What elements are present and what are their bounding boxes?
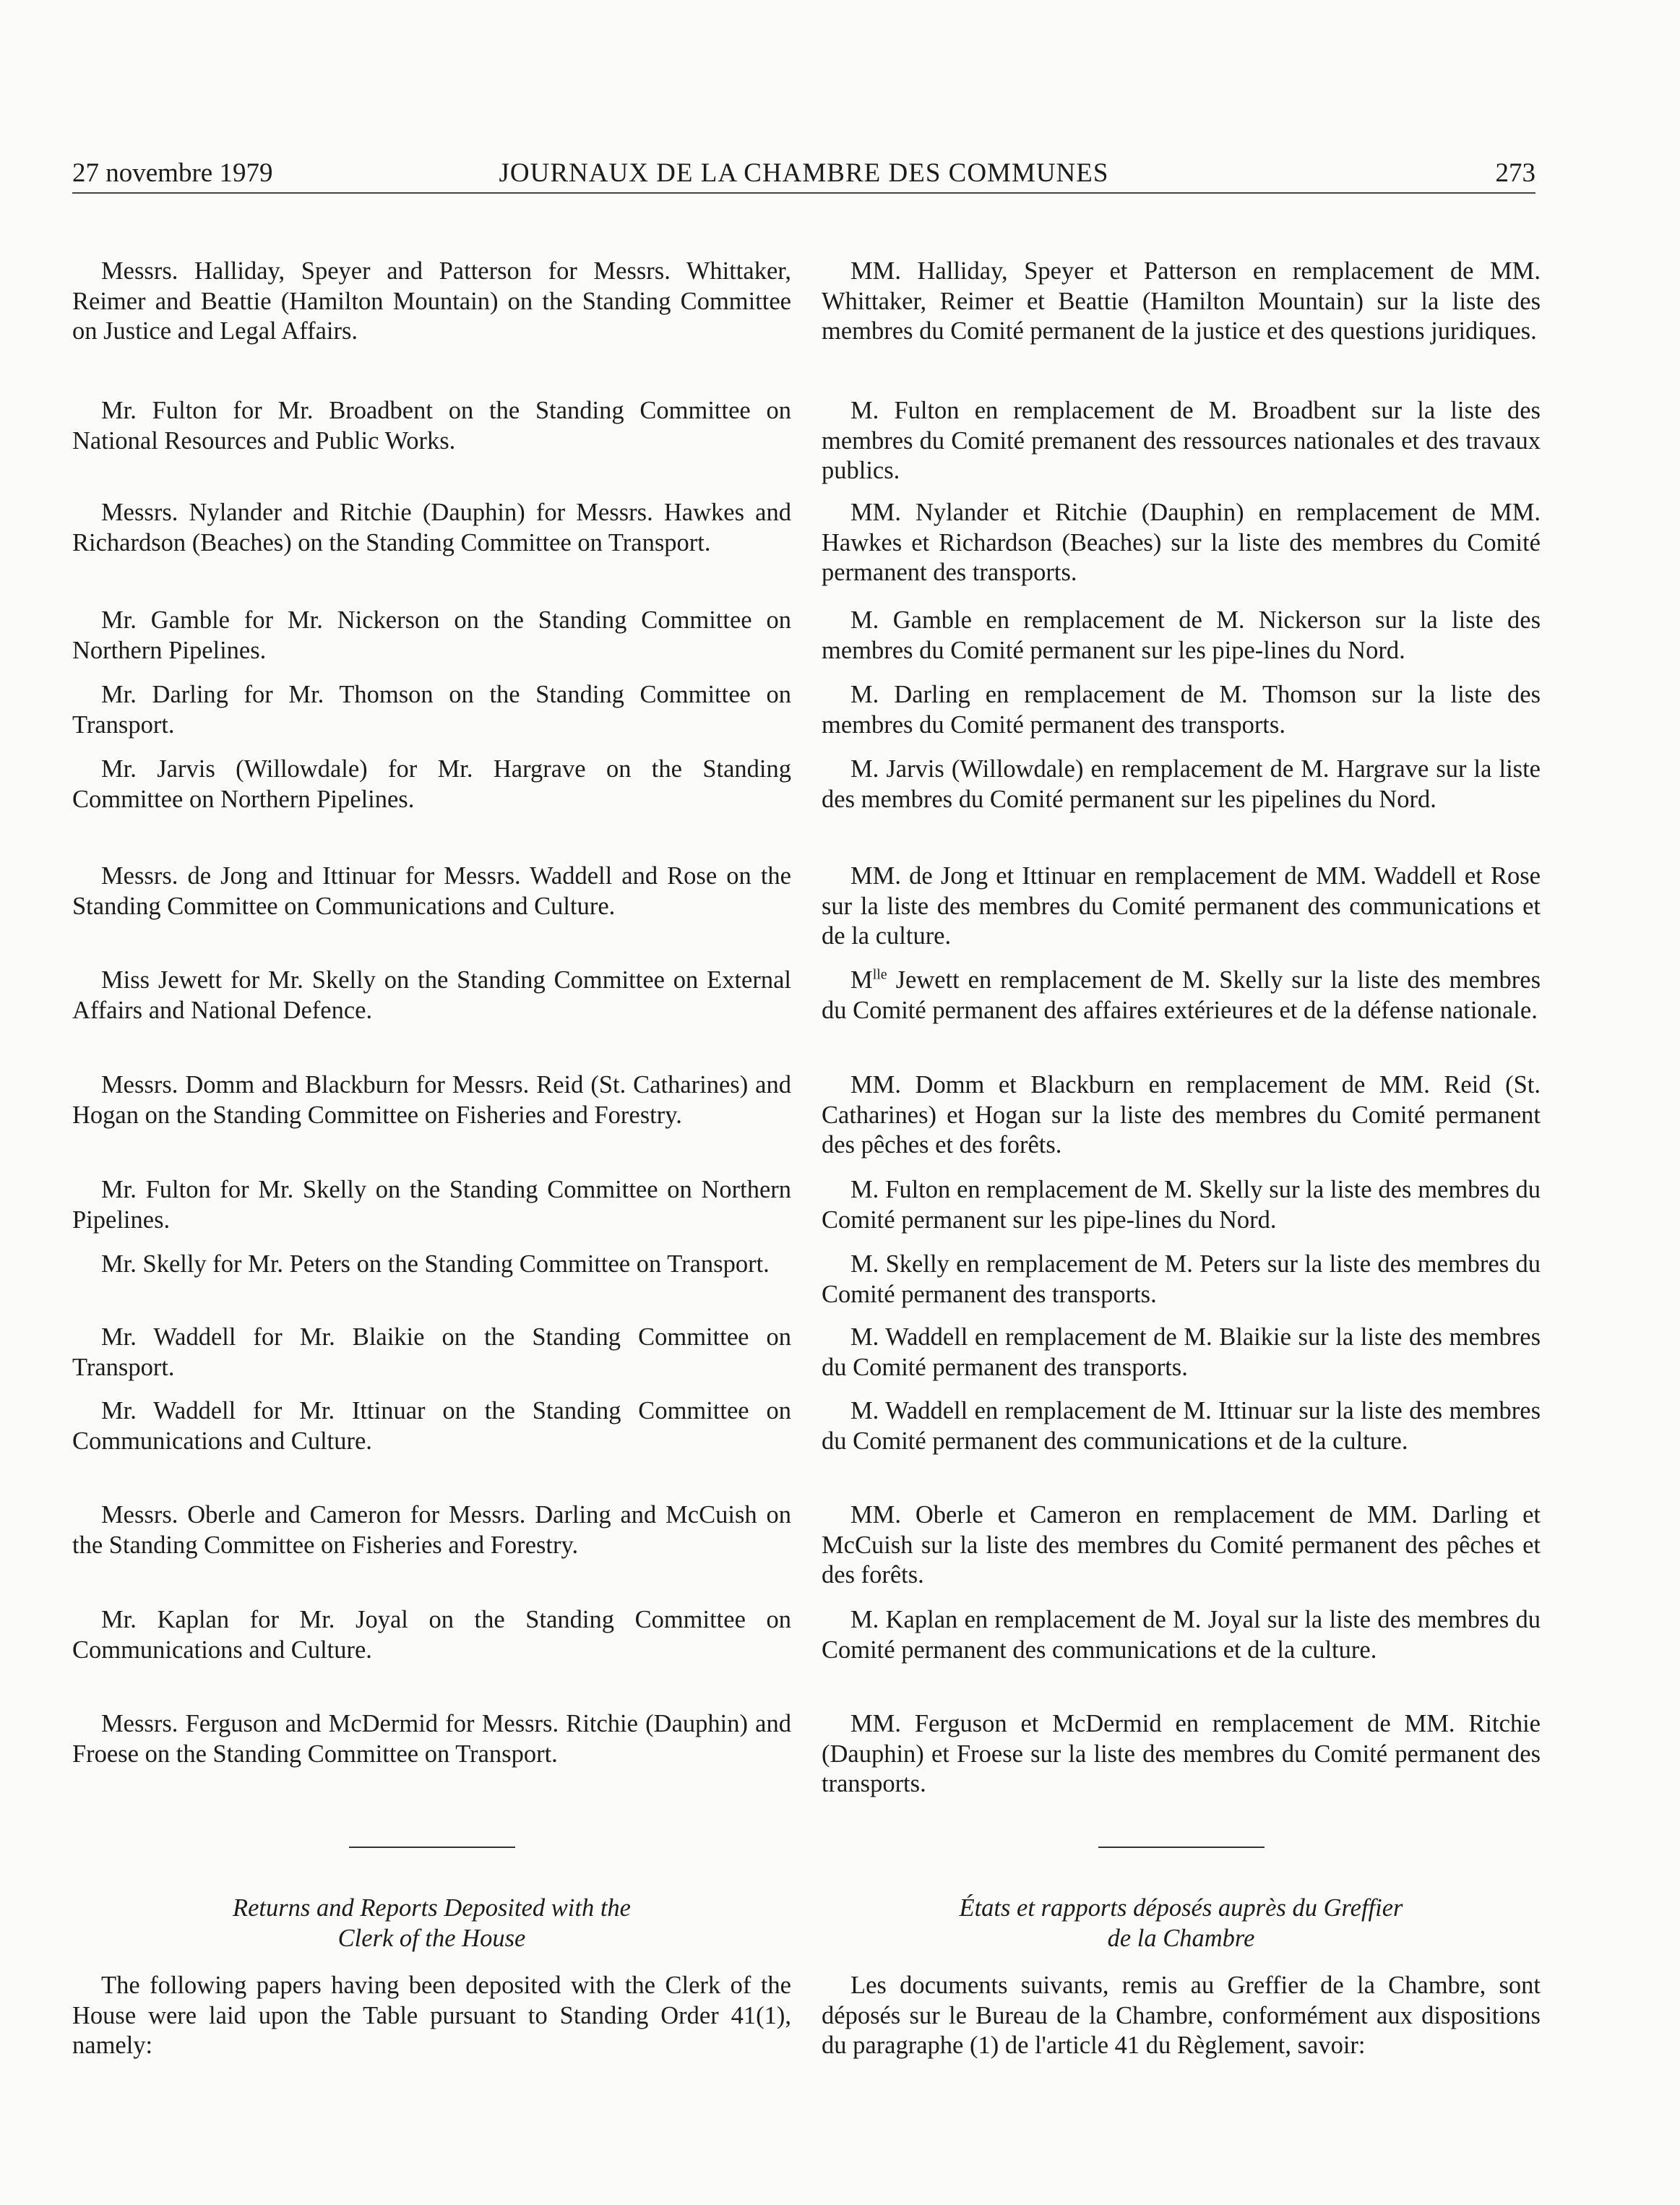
running-head: [72, 155, 1535, 194]
committee-change-entry: M. Waddell en remplacement de M. Blaikie sur la liste des membres du Comité permanent des transports.: [822, 1323, 1541, 1381]
page-number: 273: [1495, 158, 1535, 188]
section-body: Les documents suivants, remis au Greffier de la Chambre, sont déposés sur le Bureau de la Chambre, conformément aux dispositions du paragraphe (1) de l'article 41 du Règlement, savoir:: [822, 1972, 1541, 2059]
title-superscript: lle: [872, 966, 887, 983]
committee-change-entry: MM. Halliday, Speyer et Patterson en remplacement de MM. Whittaker, Reimer et Beattie (Hamilton Mountain) sur la liste des membres du Comité permanent de la justice et des questions juridiques.: [822, 257, 1541, 345]
committee-change-entry: M. Gamble en remplacement de M. Nickerson sur la liste des membres du Comité permanent sur les pipe-lines du Nord.: [822, 606, 1541, 664]
committee-change-entry: MM. Domm et Blackburn en remplacement de MM. Reid (St. Catharines) et Hogan sur la liste des membres du Comité permanent des pêches et des forêts.: [822, 1071, 1541, 1159]
committee-change-entry: Messrs. de Jong and Ittinuar for Messrs. Waddell and Rose on the Standing Committee on Communications and Culture.: [72, 862, 791, 920]
committee-change-entry: M. Skelly en remplacement de M. Peters sur la liste des membres du Comité permanent des transports.: [822, 1250, 1541, 1308]
committee-change-entry-mlle: [822, 966, 1541, 1026]
committee-change-entry: M. Fulton en remplacement de M. Skelly sur la liste des membres du Comité permanent sur les pipe-lines du Nord.: [822, 1176, 1541, 1234]
committee-change-entry: Mr. Waddell for Mr. Blaikie on the Standing Committee on Transport.: [72, 1323, 791, 1381]
section-heading-line: Returns and Reports Deposited with the: [233, 1894, 631, 1922]
committee-change-entry: Messrs. Oberle and Cameron for Messrs. Darling and McCuish on the Standing Committee on Fisheries and Forestry.: [72, 1501, 791, 1559]
committee-change-entry: M. Jarvis (Willowdale) en remplacement de M. Hargrave sur la liste des membres du Comité permanent sur les pipelines du Nord.: [822, 755, 1541, 813]
section-heading-line: de la Chambre: [1107, 1925, 1255, 1952]
committee-change-entry: Mr. Fulton for Mr. Skelly on the Standing Committee on Northern Pipelines.: [72, 1176, 791, 1234]
committee-change-entry: Messrs. Domm and Blackburn for Messrs. Reid (St. Catharines) and Hogan on the Standing Committee on Fisheries and Forestry.: [72, 1071, 791, 1129]
committee-change-entry: M. Fulton en remplacement de M. Broadbent sur la liste des membres du Comité premanent des ressources nationales et des travaux publics.: [822, 397, 1541, 484]
committee-change-entry: MM. de Jong et Ittinuar en remplacement de MM. Waddell et Rose sur la liste des membres du Comité permanent des communications et de la culture.: [822, 862, 1541, 950]
committee-change-entry: Messrs. Nylander and Ritchie (Dauphin) for Messrs. Hawkes and Richardson (Beaches) on the Standing Committee on Transport.: [72, 499, 791, 556]
committee-change-entry: Mr. Kaplan for Mr. Joyal on the Standing Committee on Communications and Culture.: [72, 1606, 791, 1664]
committee-change-entry: Miss Jewett for Mr. Skelly on the Standing Committee on External Affairs and National Defence.: [72, 966, 791, 1024]
committee-change-entry: Mr. Gamble for Mr. Nickerson on the Standing Committee on Northern Pipelines.: [72, 606, 791, 664]
section-divider: [1098, 1847, 1265, 1848]
section-divider: [349, 1847, 515, 1848]
committee-change-entry: Mr. Waddell for Mr. Ittinuar on the Standing Committee on Communications and Culture.: [72, 1397, 791, 1455]
header-date: 27 novembre 1979: [72, 158, 273, 188]
committee-change-entry: Mr. Skelly for Mr. Peters on the Standing Committee on Transport.: [101, 1250, 770, 1278]
committee-change-entry: MM. Ferguson et McDermid en remplacement de MM. Ritchie (Dauphin) et Froese sur la liste des membres du Comité permanent des transports.: [822, 1710, 1541, 1797]
section-heading-line: Clerk of the House: [337, 1925, 526, 1952]
section-heading: [72, 1893, 791, 1953]
committee-change-entry: Messrs. Halliday, Speyer and Patterson for Messrs. Whittaker, Reimer and Beattie (Hamilton Mountain) on the Standing Committee on Justice and Legal Affairs.: [72, 257, 791, 345]
committee-change-entry: M. Kaplan en remplacement de M. Joyal sur la liste des membres du Comité permanent des communications et de la culture.: [822, 1606, 1541, 1664]
committee-change-entry: MM. Oberle et Cameron en remplacement de MM. Darling et McCuish sur la liste des membres du Comité permanent des pêches et des forêts.: [822, 1501, 1541, 1589]
title-prefix: M: [850, 966, 873, 994]
committee-change-entry: M. Waddell en remplacement de M. Ittinuar sur la liste des membres du Comité permanent des communications et de la culture.: [822, 1397, 1541, 1455]
entry-text: Jewett en remplacement de M. Skelly sur la liste des membres du Comité permanent des affaires extérieures et de la défense nationale.: [822, 966, 1541, 1024]
committee-change-entry: Mr. Jarvis (Willowdale) for Mr. Hargrave on the Standing Committee on Northern Pipelines.: [72, 755, 791, 813]
committee-change-entry: Messrs. Ferguson and McDermid for Messrs. Ritchie (Dauphin) and Froese on the Standing Committee on Transport.: [72, 1710, 791, 1768]
header-title: JOURNAUX DE LA CHAMBRE DES COMMUNES: [499, 158, 1109, 188]
committee-change-entry: MM. Nylander et Ritchie (Dauphin) en remplacement de MM. Hawkes et Richardson (Beaches) sur la liste des membres du Comité permanent des transports.: [822, 499, 1541, 586]
committee-change-entry: Mr. Fulton for Mr. Broadbent on the Standing Committee on National Resources and Public Works.: [72, 397, 791, 455]
section-heading: [822, 1893, 1541, 1953]
committee-change-entry: Mr. Darling for Mr. Thomson on the Standing Committee on Transport.: [72, 681, 791, 739]
committee-change-entry: M. Darling en remplacement de M. Thomson sur la liste des membres du Comité permanent des transports.: [822, 681, 1541, 739]
section-body: The following papers having been deposited with the Clerk of the House were laid upon the Table pursuant to Standing Order 41(1), namely:: [72, 1972, 791, 2059]
section-heading-line: États et rapports déposés auprès du Greffier: [959, 1894, 1403, 1922]
